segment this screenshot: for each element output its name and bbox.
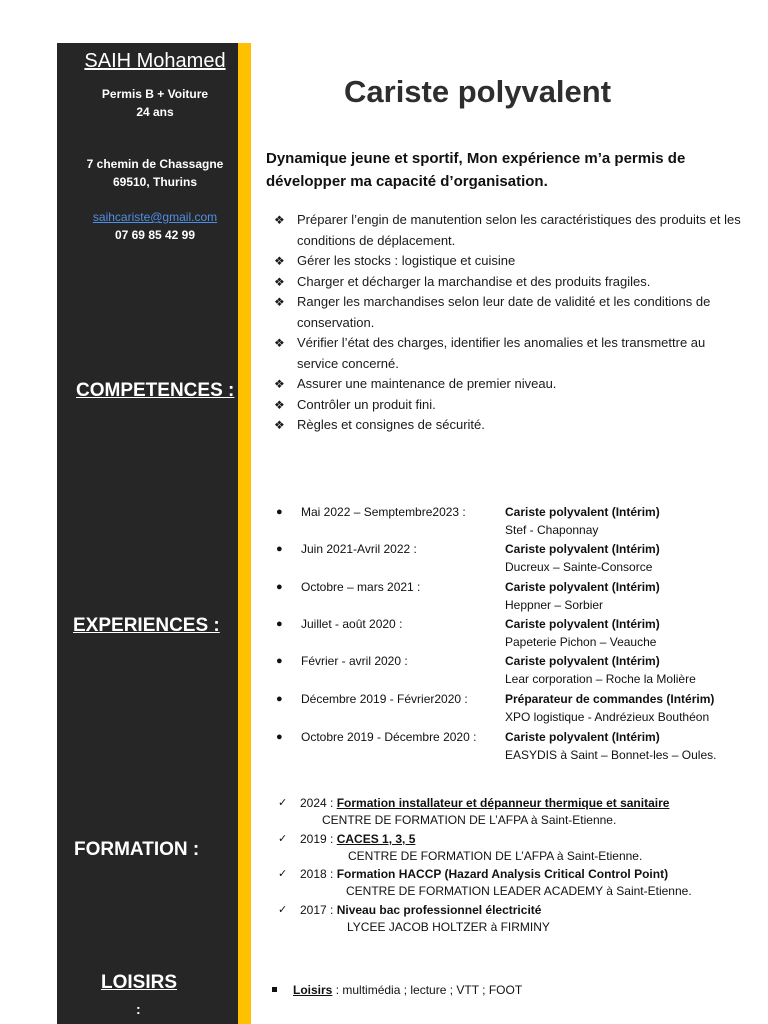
formation-year: 2019 : [300, 832, 337, 846]
skill-item [274, 292, 744, 333]
skill-item [274, 210, 744, 251]
experience-company: XPO logistique - Andrézieux Bouthéon [505, 710, 710, 724]
experience-date: Octobre 2019 - Décembre 2020 : [301, 730, 477, 744]
dot-bullet-icon: ● [276, 506, 283, 518]
skill-item [274, 415, 744, 436]
skills-list [274, 210, 744, 436]
diamond-bullet-icon: ❖ [274, 254, 285, 268]
check-icon: ✓ [278, 904, 288, 916]
formation-year: 2024 : [300, 796, 337, 810]
formation-heading [300, 831, 415, 849]
experience-role: Préparateur de commandes (Intérim) [505, 692, 715, 706]
formation-title: Niveau bac professionnel électricité [336, 903, 542, 917]
experience-company: Papeterie Pichon – Veauche [505, 635, 657, 649]
experience-company: EASYDIS à Saint – Bonnet-les – Oules. [505, 748, 717, 762]
leisure-label: Loisirs [293, 983, 333, 997]
leisure-line [272, 983, 522, 997]
section-experiences: EXPERIENCES : [73, 615, 220, 636]
check-icon: ✓ [278, 797, 288, 809]
formation-school: LYCEE JACOB HOLTZER à FIRMINY [347, 920, 550, 934]
formation-school: CENTRE DE FORMATION DE L’AFPA à Saint-Etienne. [322, 813, 617, 827]
formation-title: Formation installateur et dépanneur thermique et sanitaire [336, 796, 670, 810]
dot-bullet-icon: ● [276, 655, 283, 667]
license: Permis B + Voiture [101, 87, 209, 101]
experience-role: Cariste polyvalent (Intérim) [505, 542, 660, 556]
skill-item [274, 333, 744, 374]
dot-bullet-icon: ● [276, 731, 283, 743]
skill-item [274, 272, 744, 293]
experience-role: Cariste polyvalent (Intérim) [505, 617, 660, 631]
skill-text: Vérifier l’état des charges, identifier les anomalies et les transmettre au service concerné. [297, 335, 706, 371]
dot-bullet-icon: ● [276, 581, 283, 593]
diamond-bullet-icon: ❖ [274, 295, 285, 309]
formation-year: 2017 : [300, 903, 337, 917]
skill-text: Contrôler un produit fini. [297, 396, 436, 412]
diamond-bullet-icon: ❖ [274, 336, 285, 350]
section-formation: FORMATION : [74, 839, 200, 860]
check-icon: ✓ [278, 833, 288, 845]
experience-date: Juin 2021-Avril 2022 : [301, 542, 417, 556]
formation-title: CACES 1, 3, 5 [336, 832, 416, 846]
formation-heading [300, 866, 668, 884]
dot-bullet-icon: ● [276, 543, 283, 555]
formation-heading [300, 902, 541, 920]
experience-date: Juillet - août 2020 : [301, 617, 403, 631]
skill-text: Préparer l’engin de manutention selon les caractéristiques des produits et les conditions de déplacement. [297, 212, 741, 248]
phone: 07 69 85 42 99 [114, 228, 196, 242]
diamond-bullet-icon: ❖ [274, 213, 285, 227]
email-link[interactable]: saihcariste@gmail.com [92, 210, 218, 224]
diamond-bullet-icon: ❖ [274, 418, 285, 432]
sidebar [57, 43, 238, 1024]
experience-role: Cariste polyvalent (Intérim) [505, 505, 660, 519]
section-loisirs-colon: : [136, 1001, 141, 1017]
diamond-bullet-icon: ❖ [274, 274, 285, 289]
page-title: Cariste polyvalent [344, 74, 612, 109]
section-loisirs: LOISIRS [101, 972, 178, 993]
experience-role: Cariste polyvalent (Intérim) [505, 730, 660, 744]
dot-bullet-icon: ● [276, 693, 283, 705]
candidate-name: SAIH Mohamed [84, 50, 226, 72]
check-icon: ✓ [278, 868, 288, 880]
intro-text: Dynamique jeune et sportif, Mon expérience m’a permis de développer ma capacité d’organisation. [266, 150, 686, 190]
experience-company: Ducreux – Sainte-Consorce [505, 560, 653, 574]
dot-bullet-icon: ● [276, 618, 283, 630]
skill-item [274, 395, 744, 416]
skill-item [274, 374, 744, 395]
formation-title: Formation HACCP (Hazard Analysis Critical Control Point) [336, 867, 669, 881]
experience-company: Heppner – Sorbier [505, 598, 604, 612]
formation-heading [300, 795, 669, 813]
experience-role: Cariste polyvalent (Intérim) [505, 580, 660, 594]
formation-year: 2018 : [300, 867, 337, 881]
experience-company: Lear corporation – Roche la Molière [505, 672, 696, 686]
experience-date: Février - avril 2020 : [301, 654, 408, 668]
experience-date: Octobre – mars 2021 : [301, 580, 421, 594]
accent-bar [238, 43, 251, 1024]
skill-text: Règles et consignes de sécurité. [297, 417, 485, 432]
diamond-bullet-icon: ❖ [274, 377, 285, 391]
section-competences: COMPETENCES : [76, 380, 235, 401]
skill-text: Ranger les marchandises selon leur date de validité et les conditions de conservation. [297, 294, 711, 330]
experience-company: Stef - Chaponnay [505, 523, 599, 537]
skill-text: Gérer les stocks : logistique et cuisine [297, 253, 516, 268]
experience-date: Mai 2022 – Semptembre2023 : [301, 505, 466, 519]
square-bullet-icon [272, 987, 277, 992]
address-line2: 69510, Thurins [112, 175, 198, 189]
experience-date: Décembre 2019 - Février2020 : [301, 692, 468, 706]
skill-text: Assurer une maintenance de premier niveau. [297, 376, 557, 391]
formation-school: CENTRE DE FORMATION LEADER ACADEMY à Saint-Etienne. [346, 884, 692, 898]
skill-text: Charger et décharger la marchandise et des produits fragiles. [297, 273, 651, 289]
diamond-bullet-icon: ❖ [274, 397, 285, 412]
age: 24 ans [136, 105, 174, 119]
skill-item [274, 251, 744, 272]
experience-role: Cariste polyvalent (Intérim) [505, 654, 660, 668]
leisure-text: : multimédia ; lecture ; VTT ; FOOT [332, 983, 523, 997]
address-line1: 7 chemin de Chassagne [86, 157, 224, 171]
formation-school: CENTRE DE FORMATION DE L’AFPA à Saint-Etienne. [348, 849, 643, 863]
